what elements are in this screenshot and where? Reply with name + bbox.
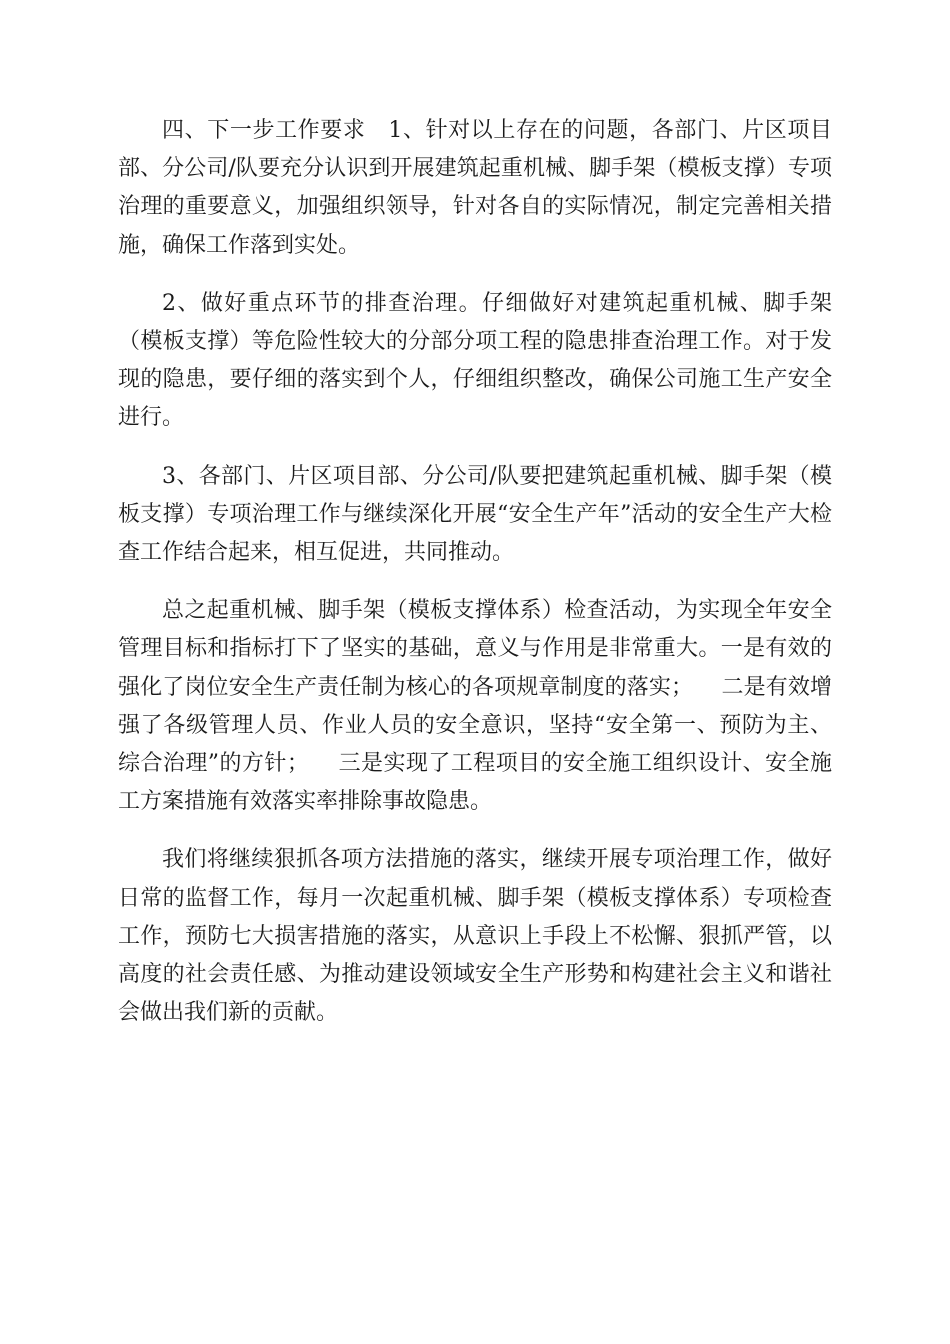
paragraph-next-steps: 四、下一步工作要求 1、针对以上存在的问题，各部门、片区项目部、分公司/队要充分认识到开展建筑起重机械、脚手架（模板支撑）专项治理的重要意义，加强组织领导，针对各自的实际情况，制定完善相关措施，确保工作落到实处。	[118, 118, 832, 258]
document-body	[118, 112, 832, 1052]
paragraph-combine-work: 3、各部门、片区项目部、分公司/队要把建筑起重机械、脚手架（模板支撑）专项治理工作与继续深化开展“安全生产年”活动的安全生产大检查工作结合起来，相互促进，共同推动。	[118, 463, 832, 566]
paragraph-summary: 总之起重机械、脚手架（模板支撑体系）检查活动，为实现全年安全管理目标和指标打下了坚实的基础，意义与作用是非常重大。一是有效的强化了岗位安全生产责任制为核心的各项规章制度的落实； 二是有效增强了各级管理人员、作业人员的安全意识，坚持“安全第一、预防为主、综合治理”的方针； 三是实现了工程项目的安全施工组织设计、安全施工方案措施有效落实率排除事故隐患。	[118, 598, 832, 815]
paragraph-commitment: 我们将继续狠抓各项方法措施的落实，继续开展专项治理工作，做好日常的监督工作，每月一次起重机械、脚手架（模板支撑体系）专项检查工作，预防七大损害措施的落实，从意识上手段上不松懈、狠抓严管，以高度的社会责任感、为推动建设领域安全生产形势和构建社会主义和谐社会做出我们新的贡献。	[118, 847, 832, 1026]
paragraph-key-inspection: 2、做好重点环节的排查治理。仔细做好对建筑起重机械、脚手架（模板支撑）等危险性较大的分部分项工程的隐患排查治理工作。对于发现的隐患，要仔细的落实到个人，仔细组织整改，确保公司施工生产安全进行。	[118, 290, 832, 431]
